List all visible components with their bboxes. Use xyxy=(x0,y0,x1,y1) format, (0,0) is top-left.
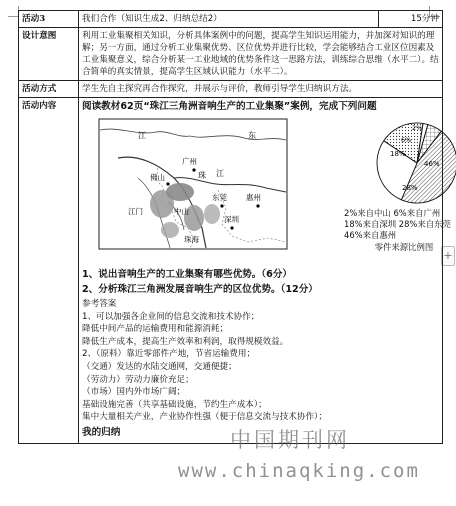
process-label: 活动方式 xyxy=(19,81,79,98)
map-label: 东莞 xyxy=(212,193,227,202)
design-label: 设计意图 xyxy=(19,28,79,81)
pearl-river-delta-map xyxy=(98,118,288,250)
map-label: 惠州 xyxy=(246,193,261,202)
lesson-plan-table xyxy=(18,10,451,444)
component-source-pie-chart xyxy=(374,120,456,206)
answer-line: 1、可以加强各企业间的信息交流和技术协作； xyxy=(82,311,260,322)
pie-legend xyxy=(344,208,456,253)
pie-label-zs: 2% xyxy=(412,124,423,132)
map-label: 珠 xyxy=(198,171,206,180)
map-label: 江 xyxy=(216,169,224,178)
legend-caption: 零件来源比例图 xyxy=(374,242,434,252)
table-row xyxy=(19,98,443,444)
content-cell xyxy=(79,98,451,444)
table-row xyxy=(19,28,443,81)
map-label: 江门 xyxy=(128,207,143,216)
summary-label: 我的归纳 xyxy=(82,426,121,438)
process-text: 学生先自主探究再合作探究，并展示与评价，教师引导学生归纳识方法。 xyxy=(79,81,443,98)
answer-title: 参考答案 xyxy=(82,299,117,309)
map-label: 珠海 xyxy=(184,235,199,244)
map-label: 中山 xyxy=(174,207,189,216)
pie-label-dg: 28% xyxy=(402,184,418,192)
map-label: 佛山 xyxy=(150,173,165,182)
question-2: 2、分析珠江三角洲发展音响生产的区位优势。（12分） xyxy=(82,284,318,295)
design-text: 利用工业集聚相关知识，分析具体案例中的问题，提高学生知识运用能力，并加深对知识的理解；另一方面，通过分析工业集聚优势、区位优势并进行比较，学会能够结合工业区位因素及工业集聚意义，综合分析某一工业地域的优势条件这一思路方法，训练综合思维（水平二）。结合简单的真实情景，提高学生区域认识能力（水平二）。 xyxy=(79,28,443,81)
answer-line: （市场）国内外市场广阔； xyxy=(82,387,186,398)
pie-label-sz: 18% xyxy=(390,150,406,158)
legend-row: 46%来自惠州 xyxy=(344,230,397,240)
map-label: 东 xyxy=(248,131,256,140)
activity-title: 我们合作（知识生成2、归纳总结2） xyxy=(79,11,379,28)
content-label: 活动内容 xyxy=(19,98,79,444)
map-label: 江 xyxy=(138,131,146,140)
instruction-text: 阅读教材62页“珠江三角洲音响生产的工业集聚”案例，完成下列问题 xyxy=(82,101,377,112)
activity-time: 15分钟 xyxy=(379,11,443,28)
legend-row: 2%来自中山 6%来自广州 xyxy=(344,208,441,218)
pie-label-hz: 46% xyxy=(424,160,440,168)
legend-row: 18%来自深圳 28%来自东莞 xyxy=(344,219,451,229)
answer-line: 降低生产成本，提高生产效率和利润，取得规模效益。 xyxy=(82,336,289,347)
add-content-button[interactable]: + xyxy=(441,246,455,266)
answer-line: 降低中间产品的运输费用和能源消耗； xyxy=(82,324,229,335)
map-label: 广州 xyxy=(182,157,197,166)
map-label: 深圳 xyxy=(224,215,239,224)
answer-line: （交通）发达的水陆交通网，交通便捷； xyxy=(82,361,237,372)
question-1: 1、说出音响生产的工业集聚有哪些优势。（6分） xyxy=(82,269,293,280)
watermark-site-name: 中国期刊网 xyxy=(230,428,350,452)
activity-label: 活动3 xyxy=(19,11,79,28)
watermark-url: www.chinaqking.com xyxy=(178,460,420,482)
figure-area xyxy=(82,116,451,266)
answer-line: 基础设施完善（共享基础设施，节约生产成本）； xyxy=(82,399,267,410)
answer-line: （劳动力）劳动力廉价充足； xyxy=(82,374,194,385)
answer-line: 2、（原料）靠近零部件产地，节省运输费用； xyxy=(82,349,256,360)
table-row xyxy=(19,81,443,98)
answer-line: 集中大量相关产业，产业协作性强（便于信息交流与技术协作）； xyxy=(82,412,327,423)
pie-label-gz: 6% xyxy=(401,136,412,144)
table-row xyxy=(19,11,443,28)
